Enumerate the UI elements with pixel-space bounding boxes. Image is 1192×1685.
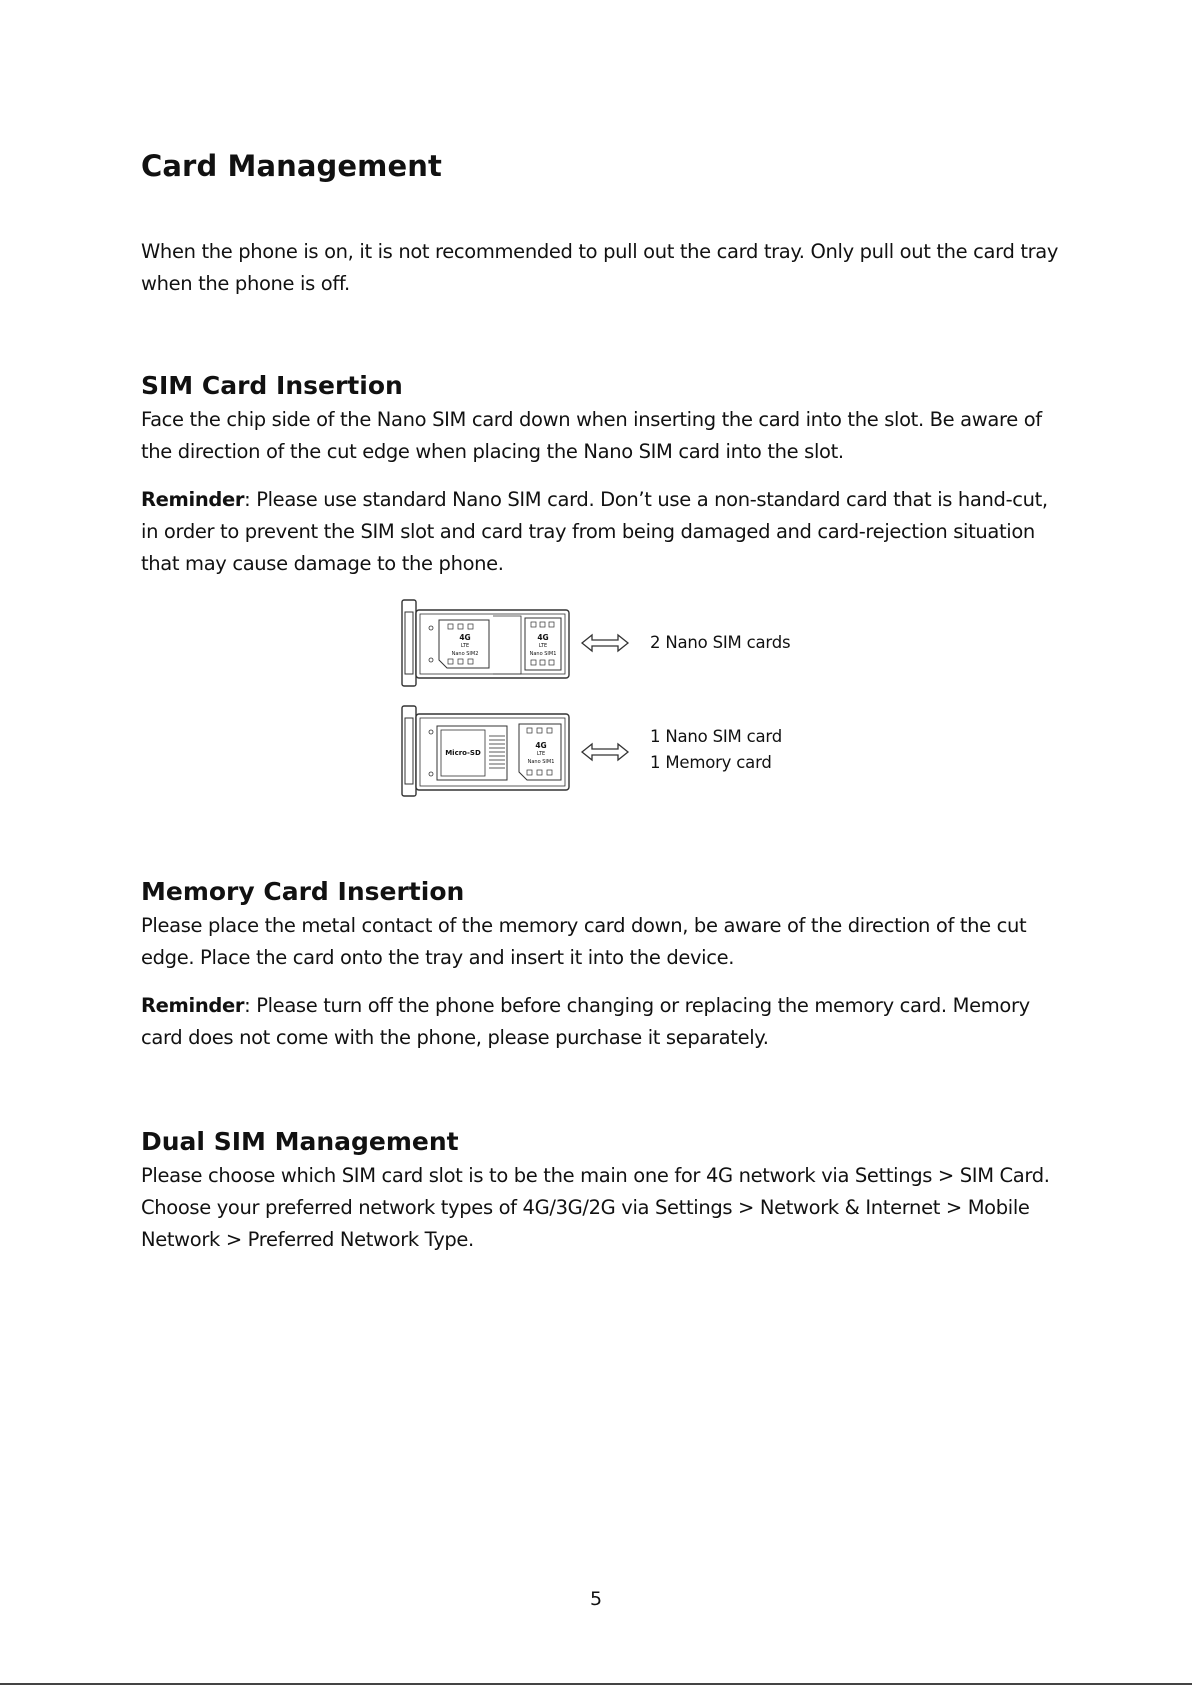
page-number: 5 [589, 1588, 603, 1610]
memory-reminder-label: Reminder [141, 994, 245, 1017]
memory-card-paragraph: Please place the metal contact of the memory card down, be aware of the direction of the cut edge. Place the card onto the tray and insert it into the device. [141, 914, 1027, 969]
memory-card-heading: Memory Card Insertion [141, 877, 465, 906]
tray1-label: 2 Nano SIM cards [650, 633, 791, 652]
tray-sd-sim-illustration [401, 704, 571, 800]
tray2-card-b-line3: Nano SIM1 [527, 759, 555, 765]
tray1-card-b-line1: 4G [537, 633, 549, 642]
tray1-card-b-line2: LTE [538, 643, 548, 649]
sim-reminder-label: Reminder [141, 488, 245, 511]
sim-reminder-text: : Please use standard Nano SIM card. Don’t use a non-standard card that is hand-cut, in order to prevent the SIM slot and card tray from being damaged and card-rejection situation that may cause damage to the phone. [141, 488, 1048, 575]
tray2-card-b-line2: LTE [536, 751, 546, 757]
sim-card-paragraph: Face the chip side of the Nano SIM card down when inserting the card into the slot. Be aware of the direction of the cut edge when placing the Nano SIM card into the slot. [141, 408, 1042, 463]
tray2-label-line1: 1 Nano SIM card [650, 727, 782, 746]
dual-sim-heading: Dual SIM Management [141, 1127, 459, 1156]
tray2-card-b-line1: 4G [535, 741, 547, 750]
sim-card-heading: SIM Card Insertion [141, 371, 403, 400]
double-arrow-icon [580, 741, 630, 767]
tray2-card-a-label: Micro-SD [445, 749, 481, 757]
card-tray-figure [141, 598, 1061, 808]
tray2-label [650, 724, 782, 776]
page-content [141, 140, 1061, 1256]
double-arrow-icon [580, 632, 630, 658]
dual-sim-section [141, 1124, 1061, 1256]
memory-reminder [141, 990, 1061, 1054]
tray1-card-b-line3: Nano SIM1 [529, 651, 557, 657]
memory-reminder-text: : Please turn off the phone before changing or replacing the memory card. Memory card does not come with the phone, please purchase it separately. [141, 994, 1030, 1049]
tray2-label-line2: 1 Memory card [650, 753, 772, 772]
tray1-card-a-line1: 4G [459, 633, 471, 642]
tray1-card-a-line2: LTE [460, 643, 470, 649]
tray-dual-sim-illustration [401, 598, 571, 690]
sim-reminder [141, 484, 1061, 580]
dual-sim-paragraph: Please choose which SIM card slot is to be the main one for 4G network via Settings > SIM Card. Choose your preferred network types of 4G/3G/2G via Settings > Network & Internet > Mobile Network > Preferred Network Type. [141, 1164, 1050, 1251]
page-title: Card Management [141, 149, 442, 183]
sim-card-section [141, 368, 1061, 808]
memory-card-section [141, 874, 1061, 1054]
intro-paragraph: When the phone is on, it is not recommended to pull out the card tray. Only pull out the card tray when the phone is off. [141, 240, 1059, 295]
tray1-card-a-line3: Nano SIM2 [451, 651, 479, 657]
